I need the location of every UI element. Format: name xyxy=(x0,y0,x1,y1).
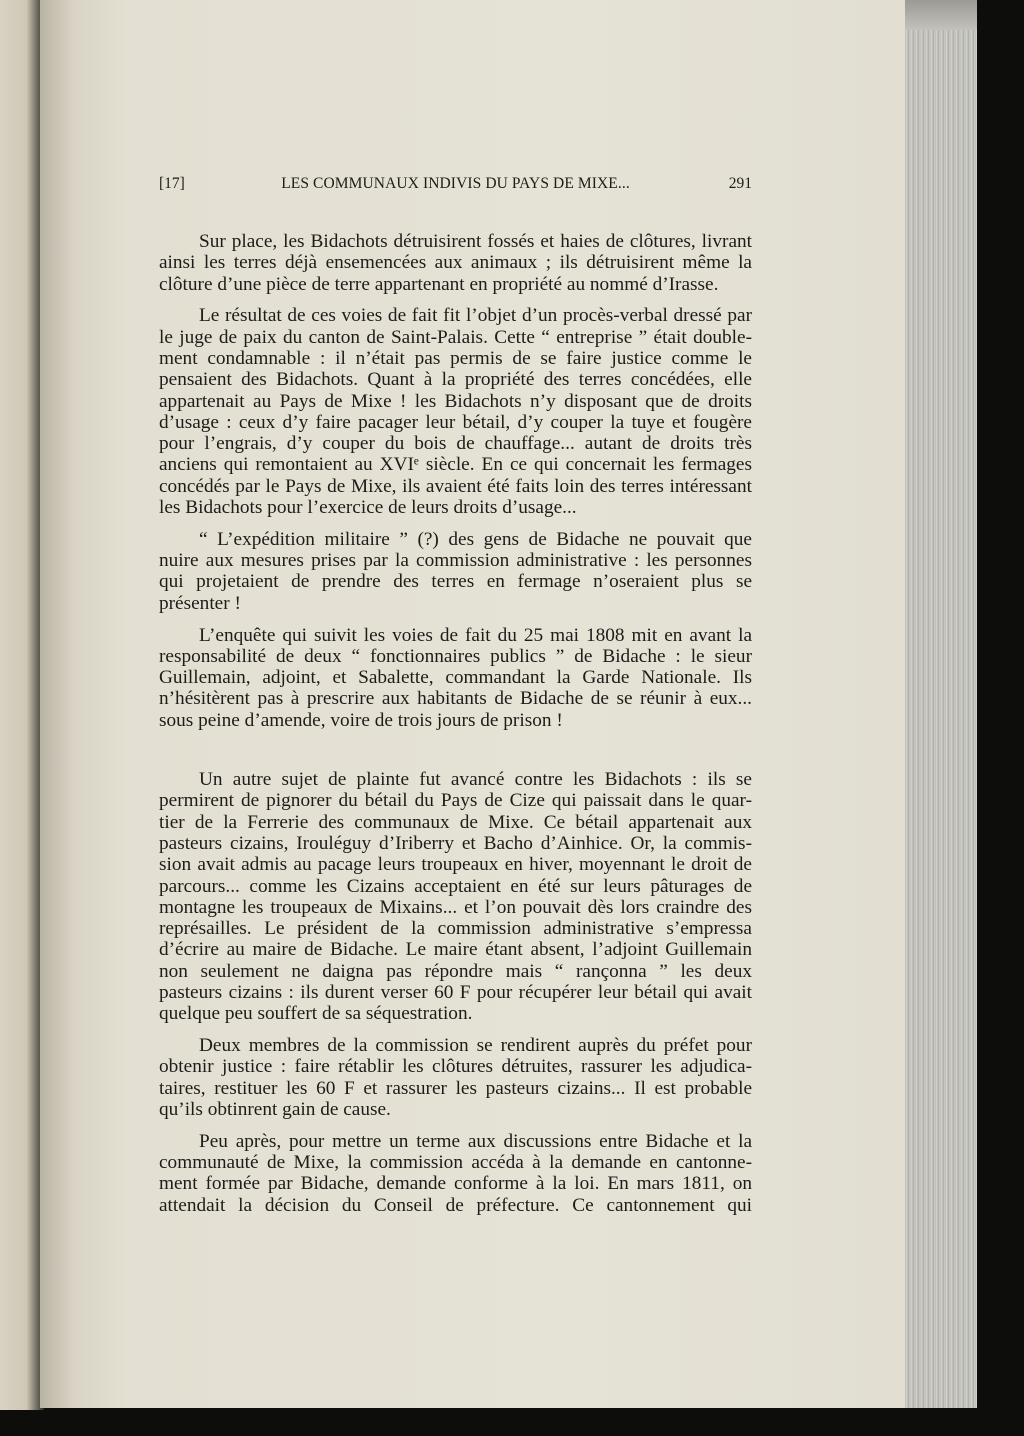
text-line: tier de la Ferrerie des communaux de Mixe. Ce bétail appartenait aux xyxy=(159,811,752,833)
text-line: pensaient des Bidachots. Quant à la propriété des terres concédées, elle xyxy=(159,369,752,391)
running-header xyxy=(159,175,752,197)
text-line: représailles. Le président de la commission administrative s’empressa xyxy=(159,918,752,940)
text-line: Peu après, pour mettre un terme aux discussions entre Bidache et la xyxy=(199,1130,752,1152)
text-line: Deux membres de la commission se rendirent auprès du préfet pour xyxy=(199,1035,752,1057)
text-line: présenter ! xyxy=(159,592,241,614)
text-line: communauté de Mixe, la commission accéda à la demande en cantonne- xyxy=(159,1152,752,1174)
text-line: pasteurs cizains, Irouléguy d’Iriberry et Bacho d’Ainhice. Or, la commis- xyxy=(159,832,752,854)
text-line: Un autre sujet de plainte fut avancé contre les Bidachots : ils se xyxy=(199,769,752,791)
section-number: [17] xyxy=(159,175,185,192)
text-line: Guillemain, adjoint, et Sabalette, commandant la Garde Nationale. Ils xyxy=(159,667,752,689)
body-text xyxy=(159,231,752,1226)
page-number: 291 xyxy=(728,175,752,192)
text-line: Sur place, les Bidachots détruisirent fossés et haies de clôtures, livrant xyxy=(199,231,752,252)
paragraph xyxy=(159,231,752,295)
text-line: qu’ils obtinrent gain de cause. xyxy=(159,1098,391,1120)
facing-page-edge xyxy=(0,0,44,1410)
text-line: Le résultat de ces voies de fait fit l’objet d’un procès-verbal dressé par xyxy=(199,305,752,327)
text-line: permirent de pignorer du bétail du Pays de Cize qui paissait dans le quar- xyxy=(159,790,752,812)
text-line: montagne les troupeaux de Mixains... et l’on pouvait dès lors craindre des xyxy=(159,896,752,918)
text-line: L’enquête qui suivit les voies de fait du 25 mai 1808 mit en avant la xyxy=(199,624,752,646)
text-line: attendait la décision du Conseil de préfecture. Ce cantonnement qui xyxy=(159,1194,752,1216)
paragraph xyxy=(159,625,752,731)
text-line: obtenir justice : faire rétablir les clôtures détruites, rassurer les adjudica- xyxy=(159,1056,752,1078)
text-line: anciens qui remontaient au XVIᵉ siècle. En ce qui concernait les fermages xyxy=(159,454,752,476)
text-line: ment formée par Bidache, demande conforme à la loi. En mars 1811, on xyxy=(159,1173,752,1195)
text-line: n’hésitèrent pas à prescrire aux habitants de Bidache de se réunir à eux... xyxy=(159,688,752,710)
text-line: ment condamnable : il n’était pas permis de se faire justice comme le xyxy=(159,347,752,369)
paragraph xyxy=(159,529,752,614)
text-line: parcours... comme les Cizains acceptaient en été sur leurs pâturages de xyxy=(159,875,752,897)
paragraph xyxy=(159,1035,752,1120)
text-line: d’usage : ceux d’y faire pacager leur bétail, d’y couper la tuye et fougère xyxy=(159,411,752,433)
text-line: pasteurs cizains : ils durent verser 60 F pour récupérer leur bétail qui avait xyxy=(159,982,752,1003)
paragraph xyxy=(159,1131,752,1216)
text-line: clôture d’une pièce de terre appartenant en propriété au nommé d’Irasse. xyxy=(159,273,719,295)
text-line: sous peine d’amende, voire de trois jours de prison ! xyxy=(159,709,563,731)
text-line: concédés par le Pays de Mixe, ils avaient été faits loin des terres intéressant xyxy=(159,475,752,497)
page-stack-top xyxy=(905,0,977,30)
text-line: taires, restituer les 60 F et rassurer les pasteurs cizains... Il est probable xyxy=(159,1077,752,1099)
page-stack-edge xyxy=(905,30,977,1408)
text-line: responsabilité de deux “ fonctionnaires publics ” de Bidache : le sieur xyxy=(159,645,752,667)
text-line: nuire aux mesures prises par la commission administrative : les personnes xyxy=(159,550,752,572)
text-line: d’écrire au maire de Bidache. Le maire étant absent, l’adjoint Guillemain xyxy=(159,939,752,961)
text-line: les Bidachots pour l’exercice de leurs droits d’usage... xyxy=(159,497,577,519)
running-title: LES COMMUNAUX INDIVIS DU PAYS DE MIXE... xyxy=(281,175,630,192)
text-line: “ L’expédition militaire ” (?) des gens de Bidache ne pouvait que xyxy=(199,528,752,550)
text-line: quelque peu souffert de sa séquestration. xyxy=(159,1003,473,1025)
text-line: qui projetaient de prendre des terres en fermage n’oseraient plus se xyxy=(159,571,752,593)
paragraph xyxy=(159,769,752,1025)
text-line: le juge de paix du canton de Saint-Palais. Cette “ entreprise ” était double- xyxy=(159,326,752,348)
text-line: ainsi les terres déjà ensemencées aux animaux ; ils détruisirent même la xyxy=(159,252,752,274)
text-line: non seulement ne daigna pas répondre mais “ rançonna ” les deux xyxy=(159,960,752,982)
text-line: appartenait au Pays de Mixe ! les Bidachots n’y disposant que de droits xyxy=(159,390,752,412)
text-line: pour l’engrais, d’y couper du bois de chauffage... autant de droits très xyxy=(159,433,752,455)
paragraph xyxy=(159,305,752,518)
text-line: sion avait admis au pacage leurs troupeaux en hiver, moyennant le droit de xyxy=(159,854,752,876)
